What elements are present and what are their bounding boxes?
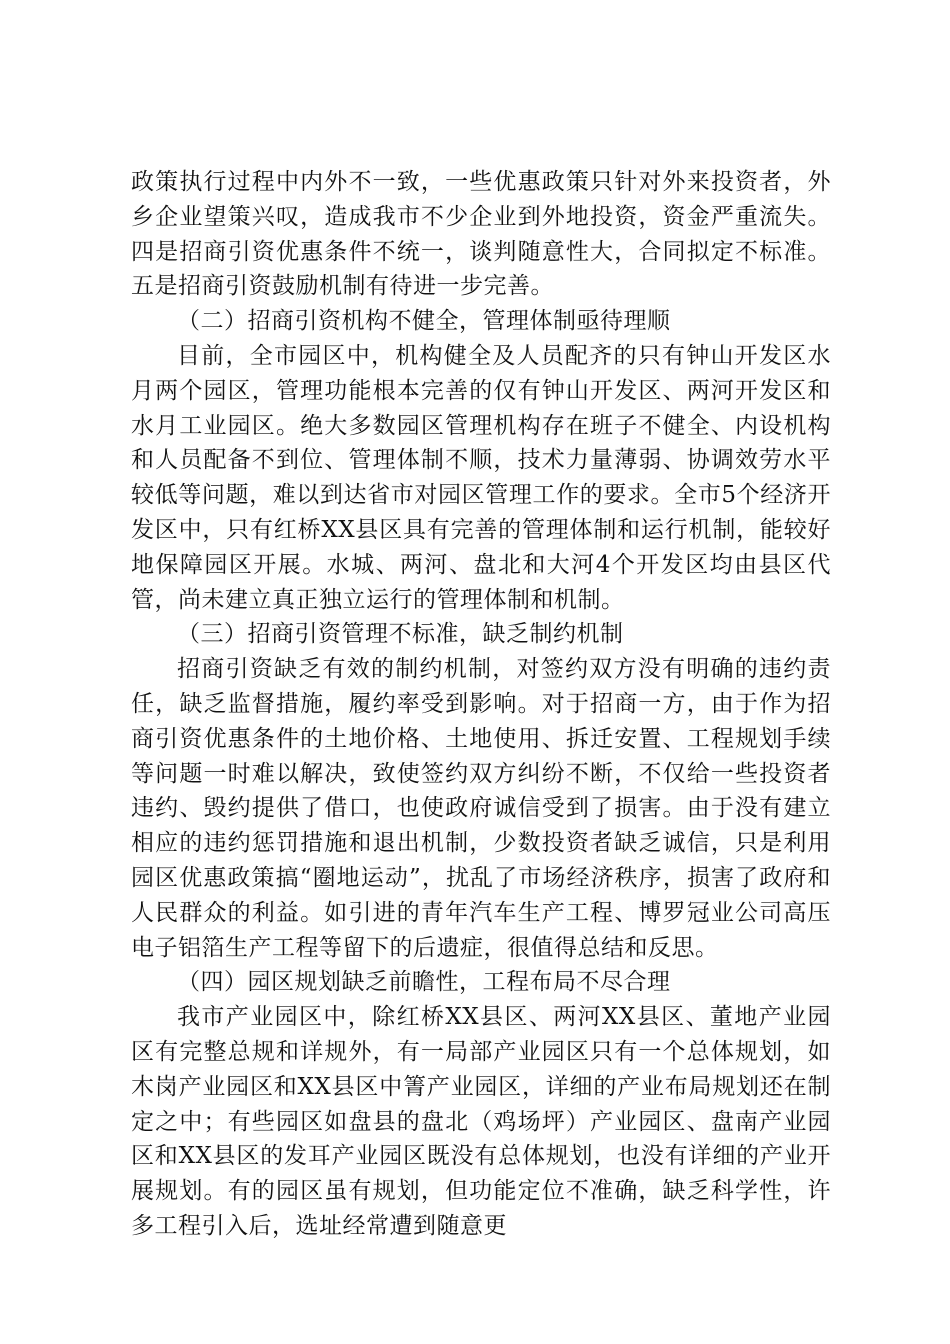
paragraph-section-4: 我市产业园区中，除红桥XX县区、两河XX县区、董地产业园区有完整总规和详规外，有一局部产业园区只有一个总体规划，如木岗产业园区和XX县区中箐产业园区，详细的产业布局规划还在制定之中；有些园区如盘县的盘北（鸡场坪）产业园区、盘南产业园区和XX县区的发耳产业园区既没有总体规划，也没有详细的产业开展规划。有的园区虽有规划，但功能定位不准确，缺乏科学性，许多工程引入后，选址经常遭到随意更: [131, 1004, 831, 1239]
section-heading-2: （二）招商引资机构不健全，管理体制亟待理顺: [177, 308, 671, 335]
paragraph-section-3: 招商引资缺乏有效的制约机制，对签约双方没有明确的违约责任，缺乏监督措施，履约率受到影响。对于招商一方，由于作为招商引资优惠条件的土地价格、土地使用、拆迁安置、工程规划手续等问题一时难以解决，致使签约双方纠纷不断，不仅给一些投资者违约、毁约提供了借口，也使政府诚信受到了损害。由于没有建立相应的违约惩罚措施和退出机制，少数投资者缺乏诚信，只是利用园区优惠政策搞“圈地运动”，扰乱了市场经济秩序，损害了政府和人民群众的利益。如引进的青年汽车生产工程、博罗冠业公司高压电子铝箔生产工程等留下的后遗症，很值得总结和反思。: [131, 656, 831, 961]
paragraph-continuation: 政策执行过程中内外不一致，一些优惠政策只针对外来投资者，外乡企业望策兴叹，造成我市不少企业到外地投资，资金严重流失。四是招商引资优惠条件不统一，谈判随意性大，合同拟定不标准。五是招商引资鼓励机制有待进一步完善。: [131, 169, 831, 300]
document-body: [131, 165, 831, 1244]
section-heading-3: （三）招商引资管理不标准，缺乏制约机制: [177, 621, 624, 648]
section-heading-4: （四）园区规划缺乏前瞻性，工程布局不尽合理: [177, 969, 671, 996]
paragraph-section-2: 目前，全市园区中，机构健全及人员配齐的只有钟山开发区水月两个园区，管理功能根本完善的仅有钟山开发区、两河开发区和水月工业园区。绝大多数园区管理机构存在班子不健全、内设机构和人员配备不到位、管理体制不顺，技术力量薄弱、协调效劳水平较低等问题，难以到达省市对园区管理工作的要求。全市5个经济开发区中，只有红桥XX县区具有完善的管理体制和运行机制，能较好地保障园区开展。水城、两河、盘北和大河4个开发区均由县区代管，尚未建立真正独立运行的管理体制和机制。: [131, 342, 831, 613]
